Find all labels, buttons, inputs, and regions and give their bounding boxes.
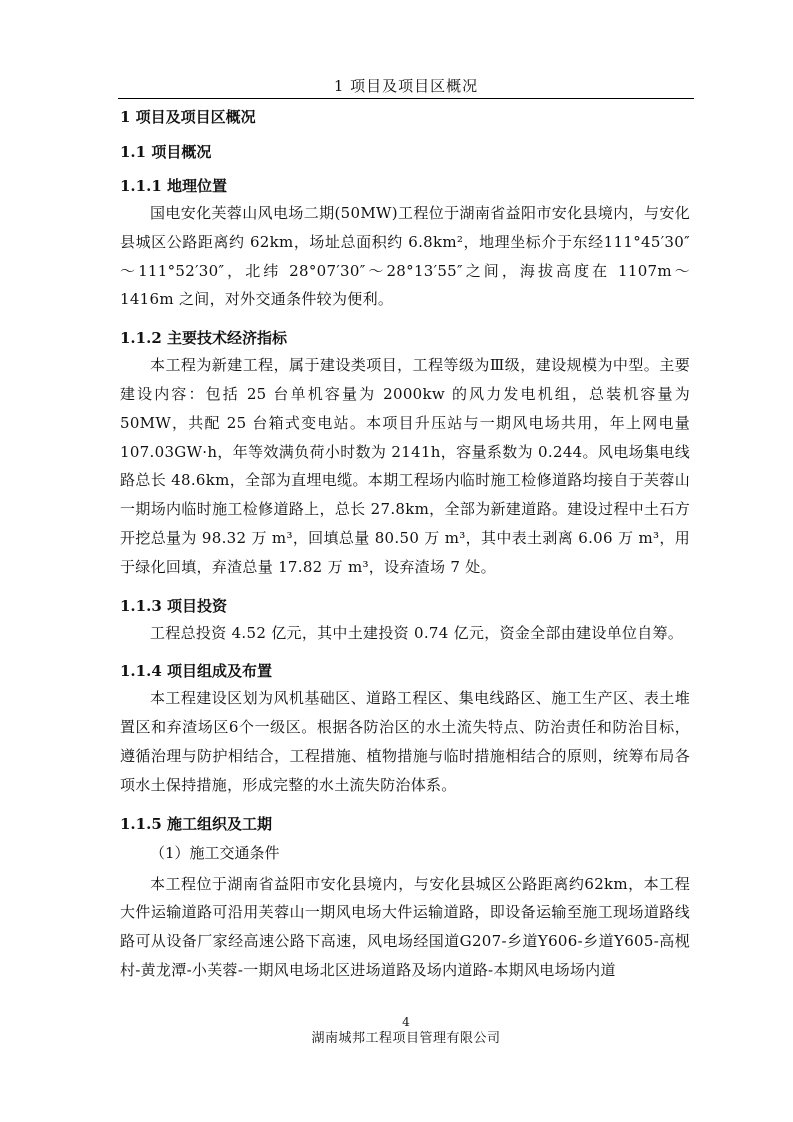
chapter-heading: 1 项目及项目区概况 (120, 108, 256, 126)
section-heading-1-1-5: 1.1.5 施工组织及工期 (120, 814, 272, 833)
paragraph-geographic-location: 国电安化芙蓉山风电场二期(50MW)工程位于湖南省益阳市安化县境内，与安化县城区公路距离约 62km，场址总面积约 6.8km²，地理坐标介于东经111°45′30″～111°52′30″，北纬 28°07′30″～28°13′55″之间，海拔高度在 1107m～1416m 之间，对外交通条件较为便利。 (120, 204, 690, 309)
header-divider (118, 98, 694, 99)
page-number: 4 (402, 1015, 410, 1029)
section-heading-1-1-4: 1.1.4 项目组成及布置 (120, 662, 272, 681)
document-body (120, 104, 690, 985)
section-heading-1-1-1: 1.1.1 地理位置 (120, 177, 227, 195)
paragraph-technical-indicators: 本工程为新建工程，属于建设类项目，工程等级为Ⅲ级，建设规模为中型。主要建设内容：包括 25 台单机容量为 2000kw 的风力发电机组，总装机容量为 50MW，共配 25 台箱式变电站。本项目升压站与一期风电场共用，年上网电量 107.03GW·h，年等效满负荷小时数为 2141h，容量系数为 0.244。风电场集电线路总长 48.6km，全部为直埋电缆。本期工程场内临时施工检修道路均接自于芙蓉山一期场内临时施工检修道路上，总长 27.8km，全部为新建道路。建设过程中土石方开挖总量为 98.32 万 m³，回填总量 80.50 万 m³，其中表土剥离 6.06 万 m³，用于绿化回填，弃渣总量 17.82 万 m³，设弃渣场 7 处。 (120, 356, 690, 576)
running-header: 1 项目及项目区概况 (333, 77, 479, 95)
section-heading-1-1-3: 1.1.3 项目投资 (120, 596, 227, 615)
list-item-traffic-conditions: （1）施工交通条件 (150, 843, 280, 862)
section-heading-1-1: 1.1 项目概况 (120, 143, 212, 161)
section-heading-1-1-2: 1.1.2 主要技术经济指标 (120, 329, 287, 348)
paragraph-construction-traffic: 本工程位于湖南省益阳市安化县境内，与安化县城区公路距离约62km，本工程大件运输道路可沿用芙蓉山一期风电场大件运输道路，即设备运输至施工现场道路线路可从设备厂家经高速公路下高速，风电场经国道G207-乡道Y606-乡道Y605-高枧村-黄龙潭-小芙蓉-一期风电场北区进场道路及场内道路-本期风电场场内道 (120, 874, 690, 979)
paragraph-project-composition: 本工程建设区划为风机基础区、道路工程区、集电线路区、施工生产区、表土堆置区和弃渣场区6个一级区。根据各防治区的水土流失特点、防治责任和防治目标，遵循治理与防护相结合，工程措施、植物措施与临时措施相结合的原则，统筹布局各项水土保持措施，形成完整的水土流失防治体系。 (120, 689, 690, 794)
paragraph-investment: 工程总投资 4.52 亿元，其中土建投资 0.74 亿元，资金全部由建设单位自筹。 (150, 623, 684, 642)
footer-company-name: 湖南城邦工程项目管理有限公司 (311, 1031, 501, 1046)
